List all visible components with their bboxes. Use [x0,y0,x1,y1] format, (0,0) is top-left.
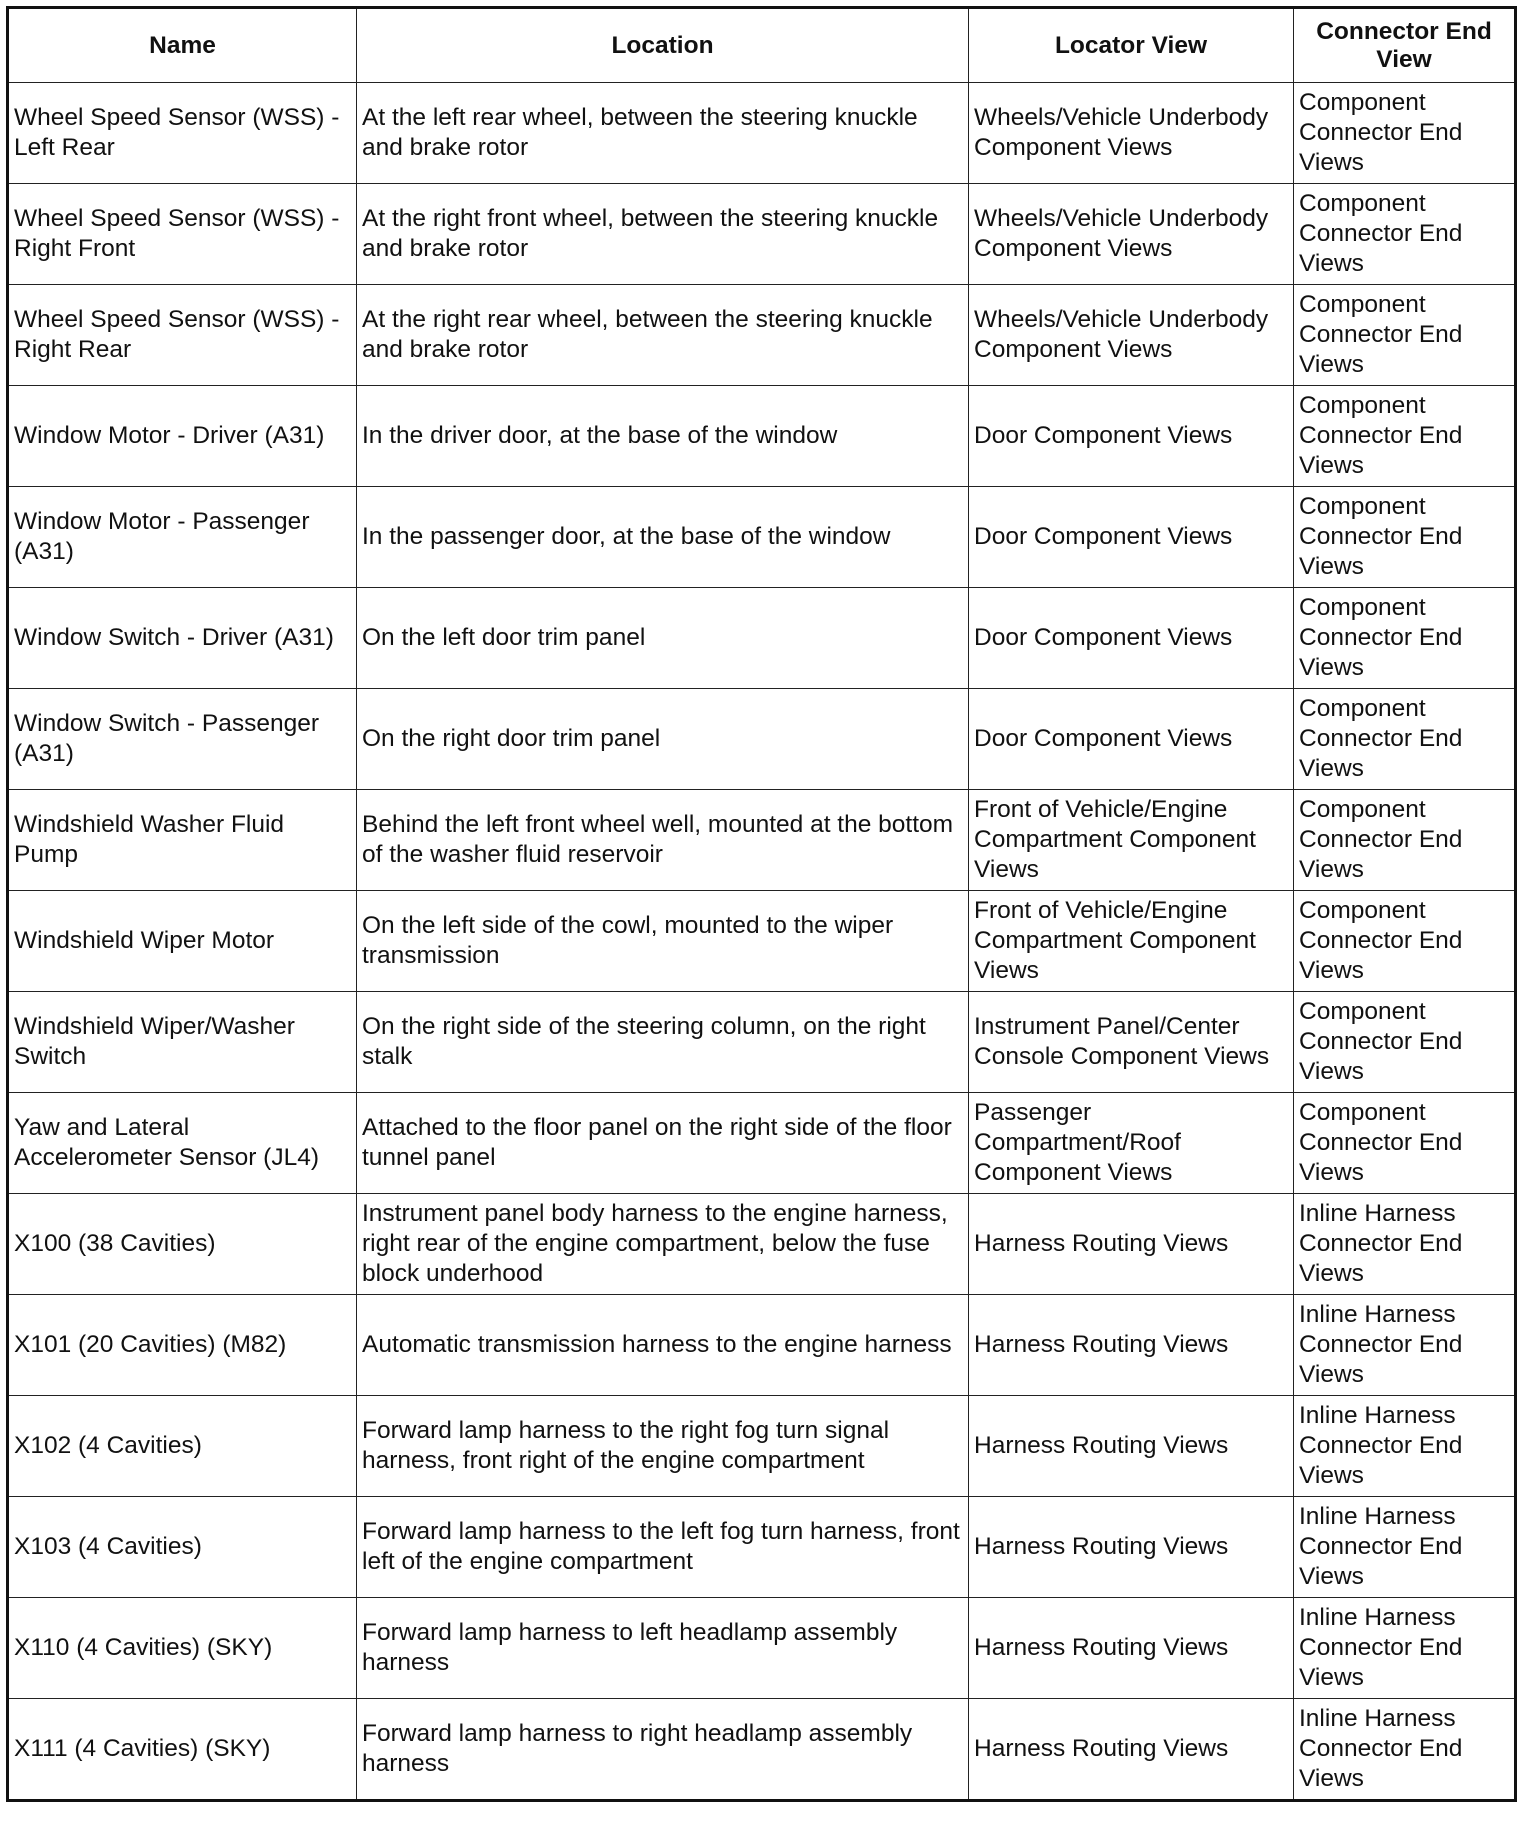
header-row [8,8,1516,83]
component-locator-document [6,6,1514,1820]
cell-locator-view: Harness Routing Views [969,1295,1294,1396]
table-row [8,992,1516,1093]
cell-connector-end-view: Component Connector End Views [1294,891,1516,992]
cell-connector-end-view: Inline Harness Connector End Views [1294,1194,1516,1295]
table-row [8,487,1516,588]
cell-connector-end-view: Component Connector End Views [1294,588,1516,689]
cell-locator-view: Harness Routing Views [969,1699,1294,1801]
cell-name: Wheel Speed Sensor (WSS) - Right Front [8,184,357,285]
table-row [8,285,1516,386]
cell-location: Instrument panel body harness to the engine harness, right rear of the engine compartment, below the fuse block underhood [357,1194,969,1295]
cell-locator-view: Harness Routing Views [969,1598,1294,1699]
table-row [8,891,1516,992]
cell-location: Behind the left front wheel well, mounted at the bottom of the washer fluid reservoir [357,790,969,891]
table-row [8,588,1516,689]
cell-connector-end-view: Component Connector End Views [1294,992,1516,1093]
cell-connector-end-view: Inline Harness Connector End Views [1294,1598,1516,1699]
table-row [8,790,1516,891]
cell-location: At the right rear wheel, between the steering knuckle and brake rotor [357,285,969,386]
cell-connector-end-view: Component Connector End Views [1294,1093,1516,1194]
cell-location: In the driver door, at the base of the window [357,386,969,487]
cell-connector-end-view: Inline Harness Connector End Views [1294,1396,1516,1497]
header-location: Location [357,8,969,83]
cell-location: At the left rear wheel, between the steering knuckle and brake rotor [357,83,969,184]
cell-connector-end-view: Component Connector End Views [1294,184,1516,285]
table-row [8,83,1516,184]
cell-locator-view: Door Component Views [969,689,1294,790]
cell-name: X110 (4 Cavities) (SKY) [8,1598,357,1699]
header-name: Name [8,8,357,83]
cell-name: Wheel Speed Sensor (WSS) - Right Rear [8,285,357,386]
cell-location: On the right door trim panel [357,689,969,790]
component-locator-table [6,6,1517,1802]
cell-name: Windshield Washer Fluid Pump [8,790,357,891]
cell-name: X101 (20 Cavities) (M82) [8,1295,357,1396]
cell-locator-view: Instrument Panel/Center Console Component Views [969,992,1294,1093]
cell-name: Windshield Wiper/Washer Switch [8,992,357,1093]
table-row [8,386,1516,487]
cell-name: Window Motor - Driver (A31) [8,386,357,487]
cell-location: On the left door trim panel [357,588,969,689]
cell-name: X103 (4 Cavities) [8,1497,357,1598]
cell-locator-view: Door Component Views [969,386,1294,487]
cell-connector-end-view: Component Connector End Views [1294,83,1516,184]
cell-name: X100 (38 Cavities) [8,1194,357,1295]
table-row [8,1093,1516,1194]
cell-locator-view: Harness Routing Views [969,1497,1294,1598]
cell-locator-view: Door Component Views [969,588,1294,689]
cell-name: Window Motor - Passenger (A31) [8,487,357,588]
cell-location: Forward lamp harness to the right fog turn signal harness, front right of the engine compartment [357,1396,969,1497]
cell-location: Forward lamp harness to the left fog turn harness, front left of the engine compartment [357,1497,969,1598]
table-row [8,1497,1516,1598]
cell-name: Wheel Speed Sensor (WSS) - Left Rear [8,83,357,184]
table-row [8,1699,1516,1801]
cell-location: At the right front wheel, between the steering knuckle and brake rotor [357,184,969,285]
cell-location: On the left side of the cowl, mounted to the wiper transmission [357,891,969,992]
header-connector-end-view: Connector End View [1294,8,1516,83]
cell-name: Yaw and Lateral Accelerometer Sensor (JL4) [8,1093,357,1194]
cell-location: In the passenger door, at the base of the window [357,487,969,588]
cell-name: Window Switch - Passenger (A31) [8,689,357,790]
cell-locator-view: Door Component Views [969,487,1294,588]
cell-locator-view: Harness Routing Views [969,1396,1294,1497]
cell-connector-end-view: Inline Harness Connector End Views [1294,1497,1516,1598]
cell-locator-view: Wheels/Vehicle Underbody Component Views [969,83,1294,184]
table-body [8,83,1516,1801]
table-row [8,689,1516,790]
table-header [8,8,1516,83]
cell-locator-view: Wheels/Vehicle Underbody Component Views [969,184,1294,285]
cell-connector-end-view: Inline Harness Connector End Views [1294,1699,1516,1801]
table-row [8,184,1516,285]
cell-locator-view: Front of Vehicle/Engine Compartment Component Views [969,891,1294,992]
header-locator-view: Locator View [969,8,1294,83]
cell-location: Forward lamp harness to right headlamp assembly harness [357,1699,969,1801]
cell-connector-end-view: Component Connector End Views [1294,487,1516,588]
cell-connector-end-view: Component Connector End Views [1294,689,1516,790]
cell-locator-view: Passenger Compartment/Roof Component Views [969,1093,1294,1194]
cell-name: Windshield Wiper Motor [8,891,357,992]
cell-name: Window Switch - Driver (A31) [8,588,357,689]
table-row [8,1194,1516,1295]
cell-location: Attached to the floor panel on the right side of the floor tunnel panel [357,1093,969,1194]
cell-location: Automatic transmission harness to the engine harness [357,1295,969,1396]
cell-locator-view: Harness Routing Views [969,1194,1294,1295]
cell-connector-end-view: Inline Harness Connector End Views [1294,1295,1516,1396]
table-row [8,1598,1516,1699]
cell-location: On the right side of the steering column, on the right stalk [357,992,969,1093]
cell-location: Forward lamp harness to left headlamp assembly harness [357,1598,969,1699]
cell-name: X111 (4 Cavities) (SKY) [8,1699,357,1801]
table-row [8,1295,1516,1396]
cell-connector-end-view: Component Connector End Views [1294,790,1516,891]
cell-connector-end-view: Component Connector End Views [1294,386,1516,487]
cell-locator-view: Front of Vehicle/Engine Compartment Component Views [969,790,1294,891]
cell-name: X102 (4 Cavities) [8,1396,357,1497]
cell-locator-view: Wheels/Vehicle Underbody Component Views [969,285,1294,386]
table-row [8,1396,1516,1497]
cell-connector-end-view: Component Connector End Views [1294,285,1516,386]
